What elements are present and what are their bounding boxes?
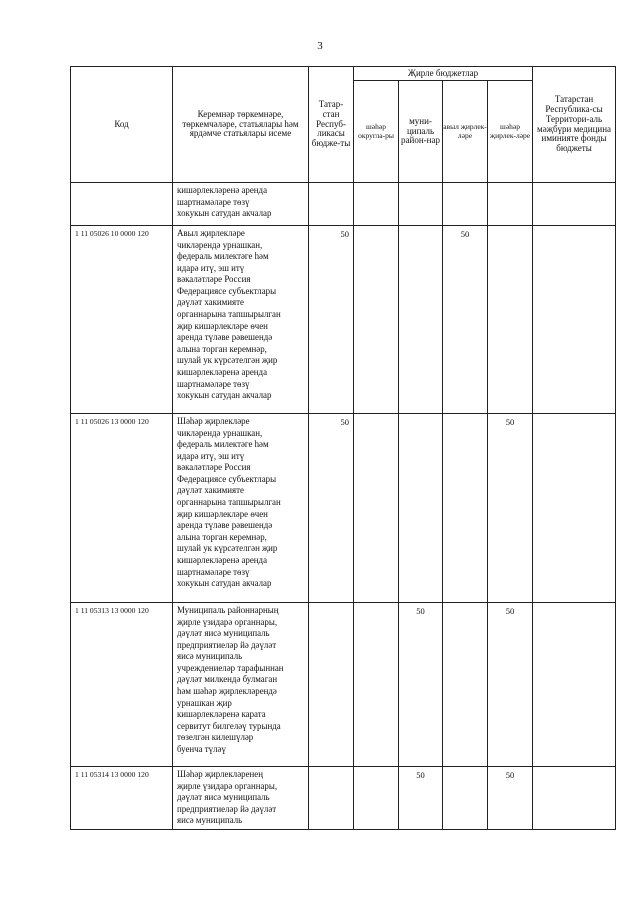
header-local-budgets: Җирле бюджетлар <box>354 67 533 81</box>
budget-distribution-table <box>70 66 616 830</box>
row-name-line: Шәһәр җирлекләре <box>177 416 250 426</box>
row-municipal-value: 50 <box>399 603 443 767</box>
row-republic-value: 50 <box>309 226 354 414</box>
row-name-line: вәкаләтләре Россия <box>177 462 251 473</box>
row-name-line: Муниципаль районнарның <box>177 605 279 615</box>
row-urban-value: 50 <box>488 603 533 767</box>
row-name-line: җирле үзидарә органнары, <box>177 780 278 791</box>
row-name-line: кишәрлекләренә карата <box>177 709 266 720</box>
row-name <box>173 603 309 767</box>
row-name-line: органнарына тапшырылган <box>177 309 281 320</box>
row-name-line: Федерациясе субъектлары <box>177 473 277 484</box>
row-name-line: кишәрлекләренә аренда <box>177 366 268 377</box>
row-urban-value <box>488 226 533 414</box>
row-name-line: федераль милектәге һәм <box>177 439 269 450</box>
row-name-line: алына торган керемнәр, <box>177 343 267 354</box>
row-city-districts-value <box>354 767 399 830</box>
table-row <box>71 767 616 830</box>
table-row <box>71 414 616 603</box>
row-urban-value <box>488 183 533 226</box>
row-rural-value <box>443 767 488 830</box>
row-name-line: Шәһәр җирлекләренең <box>177 769 263 779</box>
row-name-line: яисә муниципаль <box>177 651 243 662</box>
row-municipal-value <box>399 226 443 414</box>
row-name-line: федераль милектәге һәм <box>177 251 269 262</box>
row-republic-value: 50 <box>309 414 354 603</box>
row-rural-value <box>443 603 488 767</box>
header-republic-budget: Татар-стан Респуб-ликасы бюдже-ты <box>309 67 354 183</box>
row-urban-value: 50 <box>488 767 533 830</box>
row-municipal-value: 50 <box>399 767 443 830</box>
header-municipal-districts: муни-ципаль район-нар <box>399 81 443 183</box>
row-rural-value: 50 <box>443 226 488 414</box>
row-name-line: Авыл җирлекләре <box>177 228 245 238</box>
row-name-line: дәүләт яисә муниципаль <box>177 792 270 803</box>
header-urban-settlements: шәһәр җирлек-ләре <box>488 81 533 183</box>
header-health-fund: Татарстан Республика-сы Территори-аль мәҗбүри медицина иминияте фонды бюджеты <box>533 67 616 183</box>
row-code: 1 11 05026 10 0000 120 <box>71 226 173 414</box>
row-fund-value <box>533 414 616 603</box>
header-rural-settlements: авыл җирлек-ләре <box>443 81 488 183</box>
row-city-districts-value <box>354 226 399 414</box>
header-city-districts: шәһәр округла-ры <box>354 81 399 183</box>
row-name-line: һәм шәһәр җирлекләрендә <box>177 686 277 697</box>
header-code: Код <box>71 67 173 183</box>
table-row <box>71 603 616 767</box>
row-name-line: урнашкан җир <box>177 697 232 708</box>
row-name-line: идарә итү, эш итү <box>177 450 245 461</box>
row-name-line: хокукын сатудан акчалар <box>177 208 272 219</box>
row-name-line: аренда түләве рәвешендә <box>177 520 273 531</box>
row-name-line: Федерациясе субъектлары <box>177 285 277 296</box>
row-city-districts-value <box>354 183 399 226</box>
row-fund-value <box>533 226 616 414</box>
row-name <box>173 414 309 603</box>
row-republic-value <box>309 767 354 830</box>
page-number: 3 <box>317 40 323 52</box>
row-name-line: хокукын сатудан акчалар <box>177 578 272 589</box>
row-name-line: аренда түләве рәвешендә <box>177 332 273 343</box>
row-code: 1 11 05314 13 0000 120 <box>71 767 173 830</box>
row-name-line: дәүләт милкендә булмаган <box>177 674 278 685</box>
row-name-line: предприятиеләр йә дәүләт <box>177 803 277 814</box>
row-name-line: яисә муниципаль <box>177 815 243 826</box>
row-fund-value <box>533 183 616 226</box>
row-code <box>71 183 173 226</box>
row-name-line: дәүләт хакимияте <box>177 297 244 308</box>
row-name-line: сервитут билгеләү турында <box>177 720 281 731</box>
row-name-line: учреждениеләр тарафыннан <box>177 662 284 673</box>
row-name-line: дәүләт хакимияте <box>177 485 244 496</box>
row-name-line: вәкаләтләре Россия <box>177 274 251 285</box>
row-municipal-value <box>399 183 443 226</box>
row-name-line: чикләрендә урнашкан, <box>177 427 263 438</box>
row-name-line: шартнамәләре төзү <box>177 196 250 207</box>
row-code: 1 11 05313 13 0000 120 <box>71 603 173 767</box>
row-city-districts-value <box>354 603 399 767</box>
row-city-districts-value <box>354 414 399 603</box>
row-name-line: кишәрлекләренә аренда <box>177 185 268 195</box>
row-name <box>173 183 309 226</box>
row-republic-value <box>309 183 354 226</box>
row-name-line: дәүләт яисә муниципаль <box>177 628 270 639</box>
row-name-line: буенча түләү <box>177 743 226 754</box>
row-name <box>173 767 309 830</box>
row-rural-value <box>443 183 488 226</box>
header-name: Керемнәр төркемнәре, төркемчәләре, статьялары һәм ярдәмче статьялары исеме <box>173 67 309 183</box>
row-municipal-value <box>399 414 443 603</box>
row-name-line: органнарына тапшырылган <box>177 497 281 508</box>
row-name <box>173 226 309 414</box>
row-name-line: шартнамәләре төзү <box>177 378 250 389</box>
row-name-line: җир кишәрлекләре өчен <box>177 508 268 519</box>
row-name-line: җир кишәрлекләре өчен <box>177 320 268 331</box>
table-row <box>71 183 616 226</box>
row-name-line: кишәрлекләренә аренда <box>177 554 268 565</box>
row-code: 1 11 05026 13 0000 120 <box>71 414 173 603</box>
row-urban-value: 50 <box>488 414 533 603</box>
row-name-line: төзелгән килешүләр <box>177 732 254 743</box>
row-rural-value <box>443 414 488 603</box>
row-name-line: хокукын сатудан акчалар <box>177 390 272 401</box>
row-republic-value <box>309 603 354 767</box>
row-name-line: шартнамәләре төзү <box>177 566 250 577</box>
row-fund-value <box>533 767 616 830</box>
row-name-line: шулай ук күрсәтелгән җир <box>177 355 278 366</box>
row-name-line: җирле үзидарә органнары, <box>177 616 278 627</box>
row-name-line: идарә итү, эш итү <box>177 262 245 273</box>
row-name-line: алына торган керемнәр, <box>177 531 267 542</box>
row-name-line: чикләрендә урнашкан, <box>177 239 263 250</box>
row-fund-value <box>533 603 616 767</box>
row-name-line: шулай ук күрсәтелгән җир <box>177 543 278 554</box>
row-name-line: предприятиеләр йә дәүләт <box>177 639 277 650</box>
table-row <box>71 226 616 414</box>
